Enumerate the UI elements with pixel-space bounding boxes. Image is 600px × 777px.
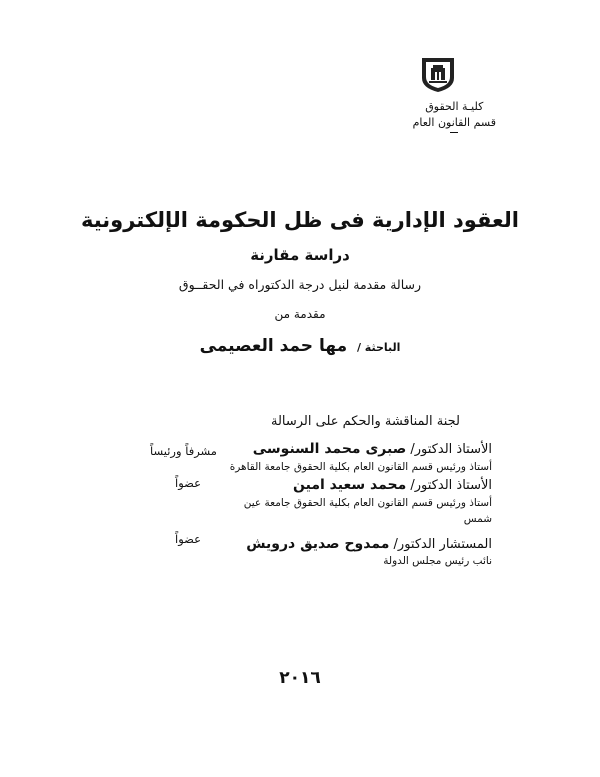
member-name: صبرى محمد السنوسى <box>252 441 407 457</box>
thesis-title: العقود الإدارية فى ظل الحكومة الإلكترونية <box>80 208 519 232</box>
member-role: مشرفاً ورئيساً <box>150 444 217 458</box>
researcher-label: الباحثة / <box>356 341 401 354</box>
member-description-cont: شمس <box>463 513 492 525</box>
member-name: محمد سعيد امين <box>293 477 407 493</box>
researcher-line <box>0 336 600 356</box>
member-title: المستشار الدكتور/ <box>393 537 492 552</box>
member-description: أستاذ ورئيس قسم القانون العام بكلية الحقوق جامعة القاهرة <box>229 461 492 473</box>
committee-member-name <box>293 477 492 493</box>
member-title: الأستاذ الدكتور/ <box>410 478 492 493</box>
member-description: نائب رئيس مجلس الدولة <box>383 555 492 567</box>
faculty-block <box>413 99 496 133</box>
member-title: الأستاذ الدكتور/ <box>410 442 492 457</box>
department-name: قسم القانون العام <box>412 116 496 129</box>
year: ٢٠١٦ <box>279 668 321 688</box>
degree-statement: رسالة مقدمة لنيل درجة الدكتوراه في الحقــوق <box>178 277 422 292</box>
member-role: عضواً <box>175 532 201 546</box>
faculty-name: كليـة الحقوق <box>425 100 484 113</box>
member-role: عضواً <box>175 476 201 490</box>
committee-member-name <box>253 441 492 457</box>
member-name: ممدوح صديق درويش <box>246 536 390 552</box>
presented-by: مقدمة من <box>274 307 326 321</box>
thesis-subtitle: دراسة مقارنة <box>250 246 350 264</box>
researcher-name: مها حمد العصيمى <box>199 336 348 356</box>
member-description: أستاذ ورئيس قسم القانون العام بكلية الحقوق جامعة عين <box>243 497 492 509</box>
committee-title: لجنة المناقشة والحكم على الرسالة <box>270 414 460 429</box>
committee-member-name <box>246 536 492 552</box>
underline-mark <box>450 132 458 133</box>
university-crest-icon <box>418 54 458 94</box>
